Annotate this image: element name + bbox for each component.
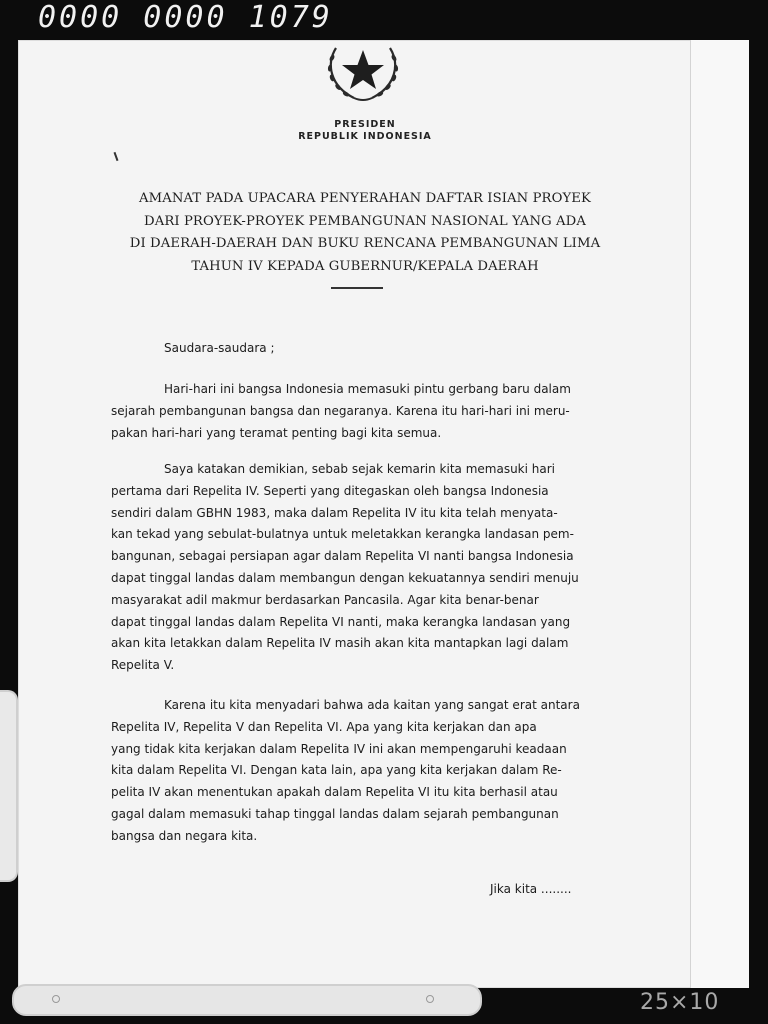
title-line: DI DAERAH-DAERAH DAN BUKU RENCANA PEMBANGUNAN LIMA (129, 236, 601, 252)
text-line: dapat tinggal landas dalam membangun dengan kekuatannya sendiri menuju (111, 570, 579, 585)
text-line: gagal dalam memasuki tahap tinggal landas dalam sejarah pembangunan (111, 806, 559, 821)
rail-dot (426, 995, 434, 1003)
frame-label: 25×10 (640, 990, 720, 1015)
star-wreath-emblem-icon (322, 38, 404, 104)
text-line: Repelita V. (111, 658, 175, 673)
text-line: pelita IV akan menentukan apakah dalam Repelita VI itu kita berhasil atau (111, 785, 558, 800)
text-line: kan tekad yang sebulat-bulatnya untuk meletakkan kerangka landasan pem- (111, 527, 574, 542)
text-line: Saya katakan demikian, sebab sejak kemarin kita memasuki hari (164, 462, 556, 476)
title-line: TAHUN IV KEPADA GUBERNUR/KEPALA DAERAH (191, 258, 539, 274)
paragraph-1 (111, 379, 621, 444)
text-line: sendiri dalam GBHN 1983, maka dalam Repelita IV itu kita telah menyata- (111, 505, 558, 520)
text-line: Repelita IV, Repelita V dan Repelita VI. Apa yang kita kerjakan dan apa (111, 719, 537, 734)
closing-catchword: Jika kita ........ (490, 882, 572, 896)
text-line: yang tidak kita kerjakan dalam Repelita IV ini akan mempengaruhi keadaan (111, 741, 567, 756)
document-title (110, 188, 620, 278)
letterhead-line-2: REPUBLIK INDONESIA (298, 131, 432, 142)
text-line: kita dalam Repelita VI. Dengan kata lain, apa yang kita kerjakan dalam Re- (111, 763, 562, 778)
text-line: Hari-hari ini bangsa Indonesia memasuki pintu gerbang baru dalam (164, 382, 571, 396)
text-line: masyarakat adil makmur berdasarkan Pancasila. Agar kita benar-benar (111, 592, 539, 607)
text-line: pakan hari-hari yang teramat penting bagi kita semua. (111, 425, 442, 440)
film-rail (12, 984, 482, 1016)
rail-dot (52, 995, 60, 1003)
text-line: bangunan, sebagai persiapan agar dalam Repelita VI nanti bangsa Indonesia (111, 549, 574, 564)
letterhead-line-1: PRESIDEN (334, 119, 396, 130)
left-clip (0, 690, 18, 882)
title-line: DARI PROYEK-PROYEK PEMBANGUNAN NASIONAL YANG ADA (144, 213, 586, 229)
page-edge (690, 40, 749, 988)
paragraph-3 (111, 695, 621, 848)
title-line: AMANAT PADA UPACARA PENYERAHAN DAFTAR ISIAN PROYEK (139, 191, 591, 206)
salutation: Saudara-saudara ; (164, 341, 275, 355)
film-code: 0000 0000 1079 (38, 0, 333, 35)
text-line: dapat tinggal landas dalam Repelita VI nanti, maka kerangka landasan yang (111, 614, 571, 629)
title-underline (331, 287, 383, 289)
text-line: Karena itu kita menyadari bahwa ada kaitan yang sangat erat antara (164, 698, 580, 712)
text-line: sejarah pembangunan bangsa dan negaranya. Karena itu hari-hari ini meru- (111, 403, 570, 418)
text-line: bangsa dan negara kita. (111, 828, 258, 843)
paragraph-2 (111, 459, 621, 677)
text-line: pertama dari Repelita IV. Seperti yang ditegaskan oleh bangsa Indonesia (111, 483, 549, 498)
text-line: akan kita letakkan dalam Repelita IV masih akan kita mantapkan lagi dalam (111, 636, 569, 651)
